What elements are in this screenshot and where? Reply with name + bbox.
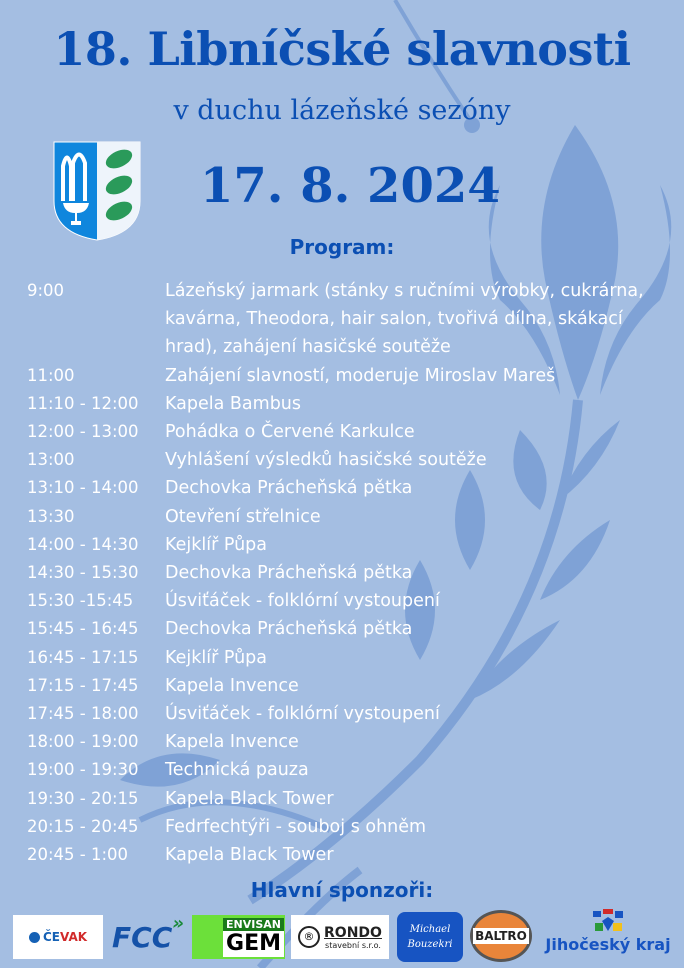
schedule-activity: Lázeňský jarmark (stánky s ručními výrobky, cukrárna, kavárna, Theodora, hair salon, tvořivá dílna, skákací hrad), zahájení hasičské soutěže xyxy=(165,281,644,358)
rondo-name: RONDO xyxy=(324,924,382,941)
schedule-row xyxy=(27,615,677,643)
schedule-time: 16:45 - 17:15 xyxy=(27,647,139,667)
michael-first: Michael xyxy=(409,924,451,935)
schedule-row xyxy=(27,728,677,756)
sponsor-logo-cevak xyxy=(13,915,103,959)
schedule-time: 9:00 xyxy=(27,281,65,300)
schedule-activity: Úsviťáček - folklórní vystoupení xyxy=(165,591,440,612)
schedule-activity: Zahájení slavností, moderuje Miroslav Mareš xyxy=(165,365,556,386)
gem-top-text: ENVISAN xyxy=(223,918,284,931)
schedule-time: 14:30 - 15:30 xyxy=(27,563,139,583)
schedule-activity: Dechovka Prácheňská pětka xyxy=(165,478,413,499)
sponsor-logo-gem xyxy=(192,915,285,959)
schedule-time: 19:00 - 19:30 xyxy=(27,760,139,780)
schedule-activity: Kejklíř Půpa xyxy=(165,534,268,555)
schedule-time: 15:30 -15:45 xyxy=(27,591,134,611)
event-date: 17. 8. 2024 xyxy=(200,158,501,214)
sponsor-logo-jihocesky-kraj xyxy=(538,903,678,959)
schedule-activity: Vyhlášení výsledků hasičské soutěže xyxy=(165,450,487,471)
schedule-row xyxy=(27,503,677,531)
schedule-activity: Kapela Invence xyxy=(165,675,299,696)
schedule-row xyxy=(27,587,677,615)
schedule-time: 11:00 xyxy=(27,365,75,385)
village-coat-of-arms-icon xyxy=(53,141,141,241)
event-title: 18. Libníčské slavnosti xyxy=(53,22,631,76)
schedule-activity: Pohádka o Červené Karkulce xyxy=(165,422,415,443)
schedule-time: 20:45 - 1:00 xyxy=(27,845,129,865)
schedule-row xyxy=(27,756,677,784)
michael-last: Bouzekri xyxy=(407,939,453,950)
schedule-row xyxy=(27,700,677,728)
schedule-row xyxy=(27,531,677,559)
schedule-row xyxy=(27,474,677,502)
sponsors-heading: Hlavní sponzoři: xyxy=(250,878,434,902)
schedule-activity: Otevření střelnice xyxy=(165,506,321,527)
schedule-row xyxy=(27,841,677,869)
fcc-arrows-icon: » xyxy=(172,912,184,934)
gem-bottom-text: GEM xyxy=(223,931,284,957)
schedule-row xyxy=(27,277,677,362)
program-heading: Program: xyxy=(289,235,395,259)
schedule-activity: Úsviťáček - folklórní vystoupení xyxy=(165,704,440,725)
schedule-row xyxy=(27,559,677,587)
schedule-time: 17:15 - 17:45 xyxy=(27,675,139,695)
schedule-time: 18:00 - 19:00 xyxy=(27,732,139,752)
schedule-activity: Dechovka Prácheňská pětka xyxy=(165,563,413,584)
schedule-row xyxy=(27,362,677,390)
jihocesky-kraj-text: Jihočeský kraj xyxy=(545,934,671,954)
schedule-time: 17:45 - 18:00 xyxy=(27,704,139,724)
cevak-drop-icon xyxy=(29,932,40,943)
sponsor-logo-baltro xyxy=(470,910,532,962)
schedule-activity: Kejklíř Půpa xyxy=(165,647,268,668)
program-schedule xyxy=(27,277,677,869)
baltro-text: BALTRO xyxy=(475,929,527,943)
sponsor-logo-michael-bouzekri xyxy=(397,912,463,962)
schedule-time: 13:30 xyxy=(27,506,75,526)
rondo-r-icon: ® xyxy=(298,926,320,948)
schedule-activity: Kapela Black Tower xyxy=(165,788,334,809)
schedule-time: 19:30 - 20:15 xyxy=(27,788,139,808)
schedule-activity: Fedrfechtýři - souboj s ohněm xyxy=(165,816,427,837)
schedule-row xyxy=(27,390,677,418)
cevak-text-a: ČE xyxy=(42,930,60,944)
cevak-text-b: VAK xyxy=(59,930,88,944)
schedule-row xyxy=(27,813,677,841)
rondo-sub: stavební s.r.o. xyxy=(325,940,381,950)
schedule-time: 15:45 - 16:45 xyxy=(27,619,139,639)
schedule-time: 14:00 - 14:30 xyxy=(27,534,139,554)
sponsor-logo-fcc xyxy=(108,912,188,959)
schedule-row xyxy=(27,418,677,446)
schedule-activity: Technická pauza xyxy=(165,760,309,781)
schedule-activity: Dechovka Prácheňská pětka xyxy=(165,619,413,640)
schedule-row xyxy=(27,644,677,672)
fcc-text: FCC xyxy=(112,920,173,954)
schedule-time: 20:15 - 20:45 xyxy=(27,816,139,836)
schedule-activity: Kapela Bambus xyxy=(165,393,302,414)
schedule-row xyxy=(27,785,677,813)
jihocesky-kraj-emblem-icon xyxy=(591,909,625,935)
sponsor-logo-rondo xyxy=(291,915,389,959)
schedule-activity: Kapela Invence xyxy=(165,732,299,753)
schedule-time: 11:10 - 12:00 xyxy=(27,393,139,413)
schedule-activity: Kapela Black Tower xyxy=(165,845,334,866)
schedule-time: 13:10 - 14:00 xyxy=(27,478,139,498)
schedule-row xyxy=(27,446,677,474)
schedule-time: 12:00 - 13:00 xyxy=(27,422,139,442)
schedule-row xyxy=(27,672,677,700)
schedule-time: 13:00 xyxy=(27,450,75,470)
event-subtitle: v duchu lázeňské sezóny xyxy=(173,95,511,126)
